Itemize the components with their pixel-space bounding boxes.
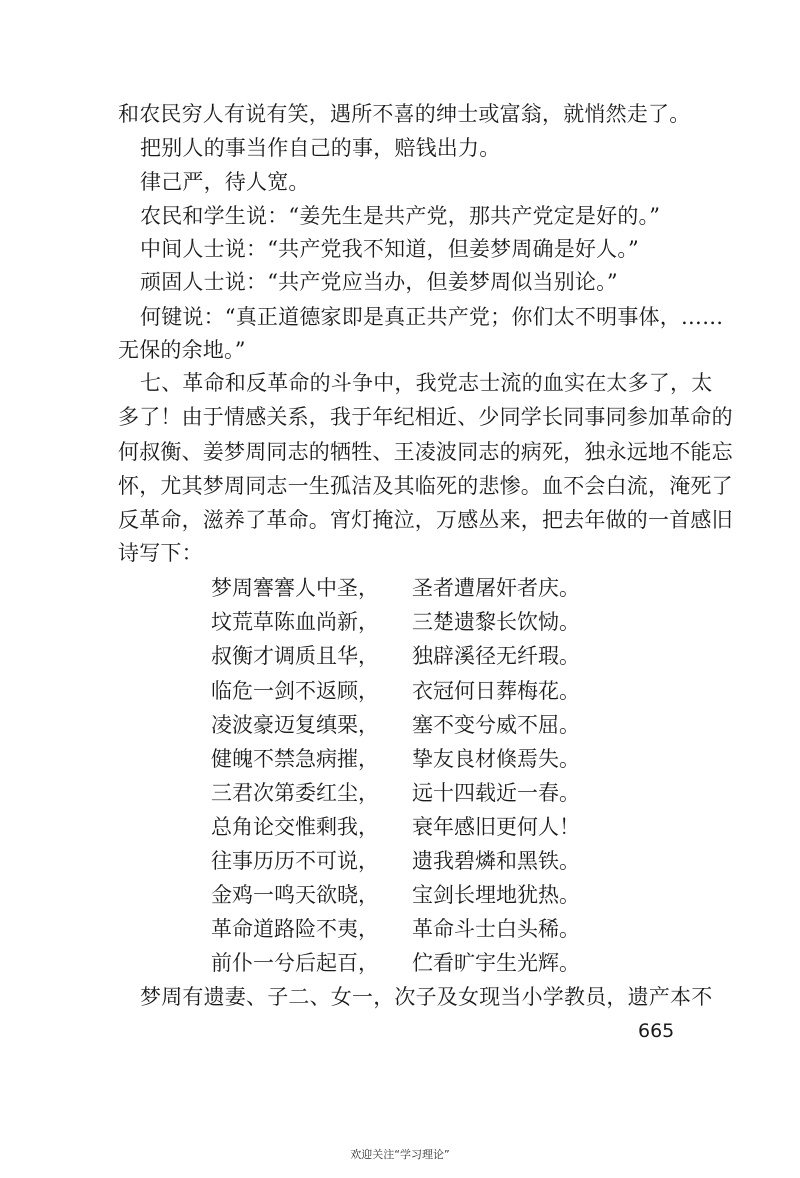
footer-note: 欢迎关注“学习理论” — [350, 1148, 450, 1161]
poem-line-right-8: 衰年感旧更何人！ — [412, 815, 580, 839]
poem-line-left-4: 临危一剑不返顾， — [211, 679, 379, 703]
text-line-14: 诗写下： — [118, 541, 203, 565]
text-line-6: 顽固人士说：“共产党应当办，但姜梦周似当别论。” — [140, 270, 618, 294]
text-line-8: 无保的余地。” — [118, 338, 246, 362]
poem-line-left-10: 金鸡一鸣天欲晓， — [211, 883, 379, 907]
poem-line-left-2: 坟荒草陈血尚新， — [211, 610, 379, 634]
poem-line-left-5: 凌波豪迈复缜栗， — [211, 713, 379, 737]
poem-line-right-11: 革命斗士白头稀。 — [412, 917, 580, 941]
poem-line-left-11: 革命道路险不夷， — [211, 917, 379, 941]
poem-line-right-3: 独辟溪径无纤瑕。 — [412, 644, 580, 668]
poem-line-right-5: 塞不变兮威不屈。 — [412, 713, 580, 737]
text-line-1: 和农民穷人有说有笑，遇所不喜的绅士或富翁，就悄然走了。 — [118, 102, 691, 126]
text-line-5: 中间人士说：“共产党我不知道，但姜梦周确是好人。” — [140, 237, 639, 261]
text-line-9: 七、革命和反革命的斗争中，我党志士流的血实在太多了，太 — [140, 371, 713, 395]
text-line-12: 怀，尤其梦周同志一生孤洁及其临死的悲惨。血不会白流，淹死了 — [118, 474, 733, 498]
text-line-13: 反革命，滋养了革命。宵灯掩泣，万感丛来，把去年做的一首感旧 — [118, 508, 733, 532]
poem-line-left-9: 往事历历不可说， — [211, 849, 379, 873]
poem-line-right-1: 圣者遭屠奸者庆。 — [412, 576, 580, 600]
poem-line-right-6: 挚友良材倏焉失。 — [412, 747, 580, 771]
text-line-3: 律己严，待人宽。 — [140, 170, 310, 194]
poem-line-left-6: 健魄不禁急病摧， — [211, 747, 379, 771]
poem-line-left-1: 梦周謇謇人中圣， — [211, 576, 379, 600]
text-line-11: 何叔衡、姜梦周同志的牺牲、王凌波同志的病死，独永远地不能忘 — [118, 440, 733, 464]
poem-line-left-12: 前仆一兮后起百， — [211, 951, 379, 975]
poem-line-right-10: 宝剑长埋地犹热。 — [412, 883, 580, 907]
poem-line-right-7: 远十四载近一春。 — [412, 781, 580, 805]
text-line-2: 把别人的事当作自己的事，赔钱出力。 — [140, 136, 501, 160]
page-number: 665 — [638, 1020, 675, 1042]
poem-line-left-7: 三君次第委红尘， — [211, 781, 379, 805]
text-line-4: 农民和学生说：“姜先生是共产党，那共产党定是好的。” — [140, 204, 661, 228]
text-line-7: 何键说：“真正道德家即是真正共产党；你们太不明事体，…… — [140, 305, 724, 329]
text-line-10: 多了！由于情感关系，我于年纪相近、少同学长同事同参加革命的 — [118, 405, 733, 429]
poem-line-right-4: 衣冠何日葬梅花。 — [412, 679, 580, 703]
text-line-last: 梦周有遗妻、子二、女一，次子及女现当小学教员，遗产本不 — [140, 985, 713, 1009]
poem-line-right-2: 三楚遗黎长饮恸。 — [412, 610, 580, 634]
poem-line-right-12: 伫看旷宇生光辉。 — [412, 951, 580, 975]
poem-line-left-3: 叔衡才调质且华， — [211, 644, 379, 668]
poem-line-right-9: 遗我碧燐和黑铁。 — [412, 849, 580, 873]
poem-line-left-8: 总角论交惟剩我， — [211, 815, 379, 839]
